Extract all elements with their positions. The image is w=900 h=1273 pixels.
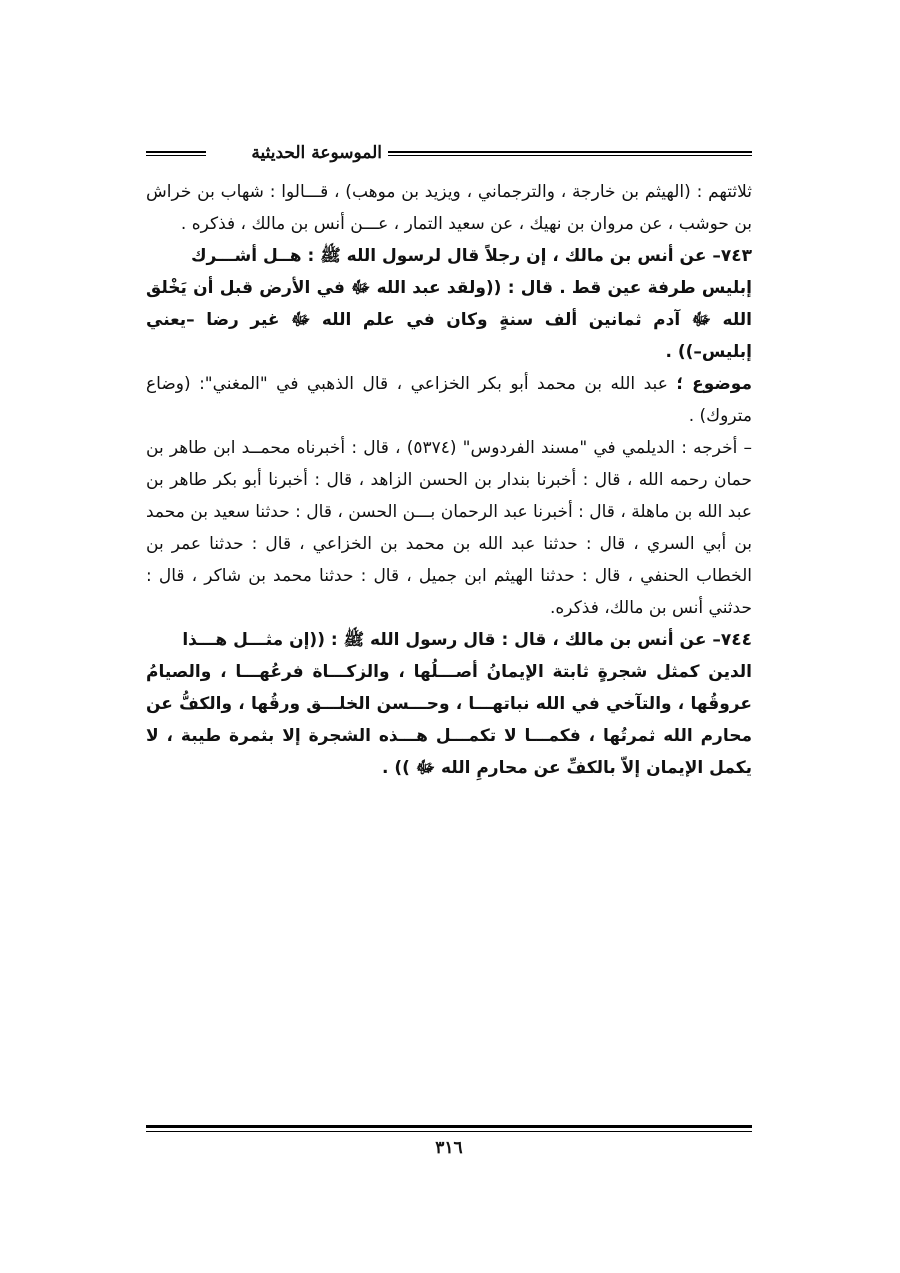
page-header <box>146 136 752 170</box>
page-number: ٣١٦ <box>435 1138 463 1158</box>
page-content <box>146 176 752 1056</box>
header-rule-long <box>388 151 752 156</box>
hadith-744 <box>146 624 752 784</box>
page-title: الموسوعة الحديثية <box>251 143 382 163</box>
hadith-743 <box>146 240 752 368</box>
hadith-744-text: الدين كمثل شجرةٍ ثابتة الإيمانُ أصـــلُها ، والزكـــاة فرعُهـــا ، والصيامُ عروقُها ، والتآخي في الله نباتهـــا ، وحـــسن الخلـــق ورقُها ، والكفُّ عن محارم الله ثمرتُها ، فكمـــا لا تكمـــل هـــذه الشجرة إلا بثمرة طيبة ، لا يكمل الإيمان إلاّ بالكفِّ عن محارمِ الله ﷻ )) . <box>146 662 752 778</box>
grading-paragraph <box>146 368 752 432</box>
hadith-744-opening: ٧٤٤– عن أنس بن مالك ، قال : قال رسول الله ﷺ : ((إن مثـــل هـــذا <box>182 630 752 650</box>
footer-rule <box>146 1125 752 1132</box>
hadith-743-text: إبليس طرفة عين قط . قال : ((ولقد عبد الله ﷻ في الأرض قبل أن يَخْلق الله ﷻ آدم ثمانين ألف سنةٍ وكان في علم الله ﷻ غير رضا –يعني إبليس–)) . <box>146 278 752 362</box>
paragraph-chain-continuation: ثلاثتهم : (الهيثم بن خارجة ، والترجماني ، ويزيد بن موهب) ، قـــالوا : شهاب بن خراش بن حوشب ، عن مروان بن نهيك ، عن سعيد التمار ، عـــن أنس بن مالك ، فذكره . <box>146 182 752 234</box>
header-rule-short <box>146 151 206 156</box>
takhrij-paragraph: – أخرجه : الديلمي في "مسند الفردوس" (٥٣٧٤) ، قال : أخبرناه محمــد ابن طاهر بن حمان رحمه الله ، قال : أخبرنا بندار بن الحسن الزاهد ، قال : أخبرنا أبو بكر طاهر بن عبد الله بن ماهلة ، قال : أخبرنا عبد الرحمان بـــن الحسن ، قال : حدثنا سعيد بن محمد بن أبي السري ، قال : حدثنا عبد الله بن محمد بن الخزاعي ، قال : حدثنا عمر بن الخطاب الحنفي ، قال : حدثنا الهيثم ابن جميل ، قال : حدثنا محمد بن شاكر ، قال : حدثني أنس بن مالك، فذكره. <box>146 438 752 618</box>
hadith-743-opening: ٧٤٣– عن أنس بن مالك ، إن رجلاً قال لرسول الله ﷺ : هــل أشـــرك <box>190 246 752 266</box>
grading-label: موضوع ؛ <box>676 374 752 394</box>
grading-text: عبد الله بن محمد أبو بكر الخزاعي ، قال الذهبي في "المغني": (وضاع متروك) . <box>146 374 752 426</box>
